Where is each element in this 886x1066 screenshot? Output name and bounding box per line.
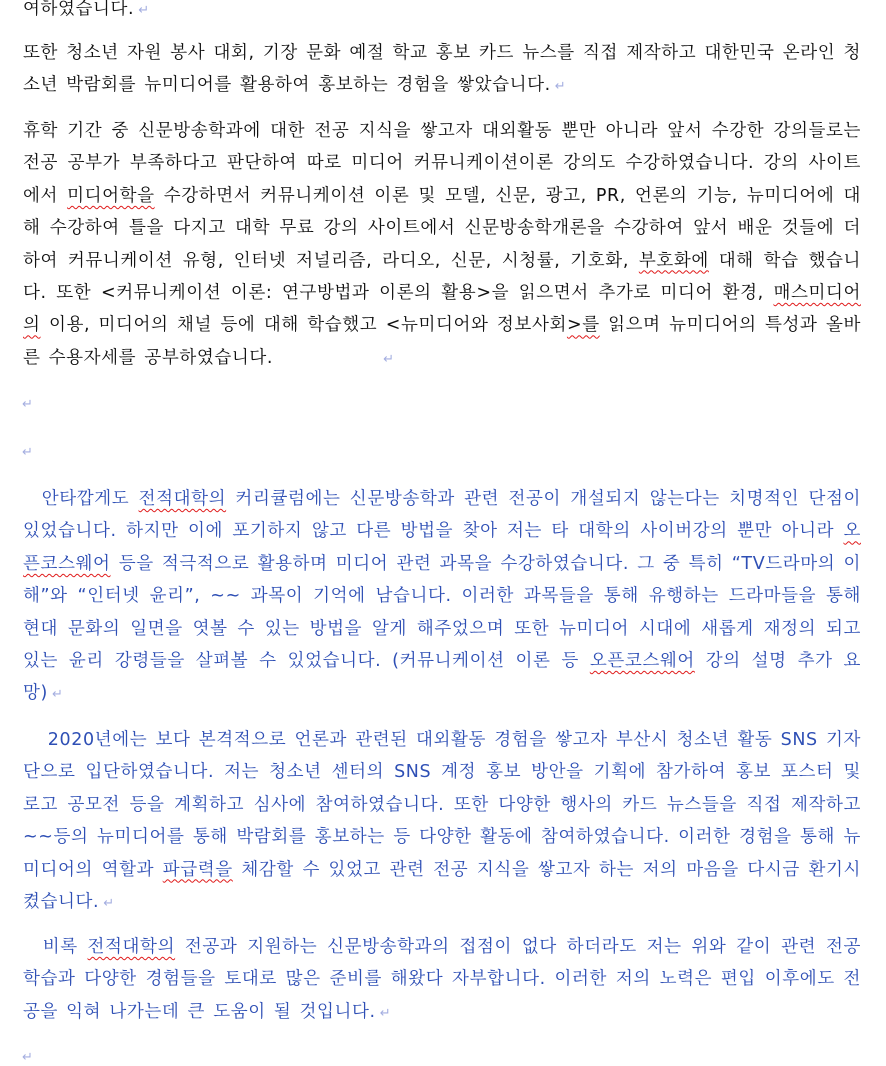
spellcheck-flagged-word[interactable]: 전적대학의	[87, 937, 176, 957]
empty-paragraph-mark-icon: ↵	[22, 1050, 33, 1065]
paragraph-mark-icon: ↵	[383, 351, 395, 367]
spellcheck-flagged-word[interactable]: >를	[566, 315, 600, 336]
paragraph-5[interactable]	[23, 724, 870, 920]
spellcheck-flagged-word[interactable]: 파급력을	[162, 859, 233, 880]
spellcheck-flagged-word[interactable]: 매스미디어의	[23, 283, 861, 336]
paragraph-2-text: 또한 청소년 자원 봉사 대회, 기장 문화 예절 학교 홍보 카드 뉴스를 직접 제작하고 대한민국 온라인 청소년 박람회를 뉴미디어를 활용하여 홍보하는 경험을 쌓았습니다.	[23, 43, 861, 96]
paragraph-3-text: 휴학 기간 중 신문방송학과에 대한 전공 지식을 쌓고자 대외활동 뿐만 아니라 앞서 수강한 강의들로는 전공 공부가 부족하다고 판단하여 따로 미디어 커뮤니케이션이론 강의도 수강하였습니다. 강의 사이트에서 미디어학을 수강하면서 커뮤니케이션 이론 및 모델, 신문, 광고, PR, 언론의 기능, 뉴미디어에 대해 수강하여 틀을 다지고 대학 무료 강의 사이트에서 신문방송학개론을 수강하여 앞서 배운 것들에 더하여 커뮤니케이션 유형, 인터넷 저널리즘, 라디오, 신문, 시청률, 기호화, 부호화에 대해 학습 했습니다. 또한 <커뮤니케이션 이론: 연구방법과 이론의 활용>을 읽으면서 추가로 미디어 환경, 매스미디어의 이용, 미디어의 채널 등에 대해 학습했고 <뉴미디어와 정보사회>를 읽으며 뉴미디어의 특성과 올바른 수용자세를 공부하였습니다.	[23, 121, 870, 368]
paragraph-1[interactable]	[23, 0, 861, 27]
spellcheck-flagged-word[interactable]: 미디어학을	[67, 185, 155, 206]
paragraph-2[interactable]	[23, 37, 861, 104]
paragraph-mark-icon: ↵	[51, 687, 64, 703]
paragraph-4-text: 안타깝게도 전적대학의 커리큘럼에는 신문방송학과 관련 전공이 개설되지 않는다는 치명적인 단점이 있었습니다. 하지만 이에 포기하지 않고 다른 방법을 찾아 저는 타 대학의 사이버강의 뿐만 아니라 오픈코스웨어 등을 적극적으로 활용하며 미디어 관련 과목을 수강하였습니다. 그 중 특히 “TV드라마의 이해”와 “인터넷 윤리”, ~~ 과목이 기억에 남습니다. 이러한 과목들을 통해 유행하는 드라마들을 통해 현대 문화의 일면을 엿볼 수 있는 방법을 알게 해주었으며 또한 뉴미디어 시대에 새롭게 재정의 되고 있는 윤리 강령들을 살펴볼 수 있었습니다. (커뮤니케이션 이론 등 오픈코스웨어 강의 설명 추가 요망)	[23, 489, 870, 704]
paragraph-mark-icon: ↵	[138, 3, 150, 18]
spellcheck-flagged-word[interactable]: 전적대학의	[138, 489, 227, 509]
paragraph-4[interactable]	[23, 483, 870, 712]
paragraph-6[interactable]	[23, 931, 870, 1030]
paragraph-1-text: 여하였습니다.	[23, 0, 135, 19]
paragraph-mark-icon: ↵	[554, 79, 567, 95]
spellcheck-flagged-word[interactable]: 오픈코스웨어	[589, 651, 695, 672]
paragraph-6-text: 비록 전적대학의 전공과 지원하는 신문방송학과의 접점이 없다 하더라도 저는 위와 같이 관련 전공 학습과 다양한 경험들을 토대로 많은 준비를 해왔다 자부합니다. 이러한 저의 노력은 편입 이후에도 전공을 익혀 나가는데 큰 도움이 될 것입니다.	[23, 937, 870, 1022]
paragraph-mark-icon: ↵	[103, 896, 115, 912]
paragraph-5-text: 2020년에는 보다 본격적으로 언론과 관련된 대외활동 경험을 쌓고자 부산시 청소년 활동 SNS 기자단으로 입단하였습니다. 저는 청소년 센터의 SNS 계정 홍보 방안을 기획에 참가하여 홍보 포스터 및 로고 공모전 등을 계획하고 심사에 참여하였습니다. 또한 다양한 행사의 카드 뉴스들을 직접 제작하고 ~~등의 뉴미디어를 통해 박람회를 홍보하는 등 다양한 활동에 참여하였습니다. 이러한 경험을 통해 뉴미디어의 역할과 파급력을 체감할 수 있었고 관련 전공 지식을 쌓고자 하는 저의 마음을 다시금 환기시켰습니다.	[23, 730, 870, 913]
spellcheck-flagged-word[interactable]: 부호화에	[638, 250, 709, 271]
paragraph-3[interactable]	[23, 115, 870, 376]
empty-paragraph-mark-icon: ↵	[22, 445, 33, 460]
paragraph-mark-icon: ↵	[379, 1005, 392, 1021]
empty-paragraph-mark-icon: ↵	[22, 397, 33, 412]
spellcheck-flagged-word[interactable]: 오픈코스웨어	[23, 521, 861, 574]
